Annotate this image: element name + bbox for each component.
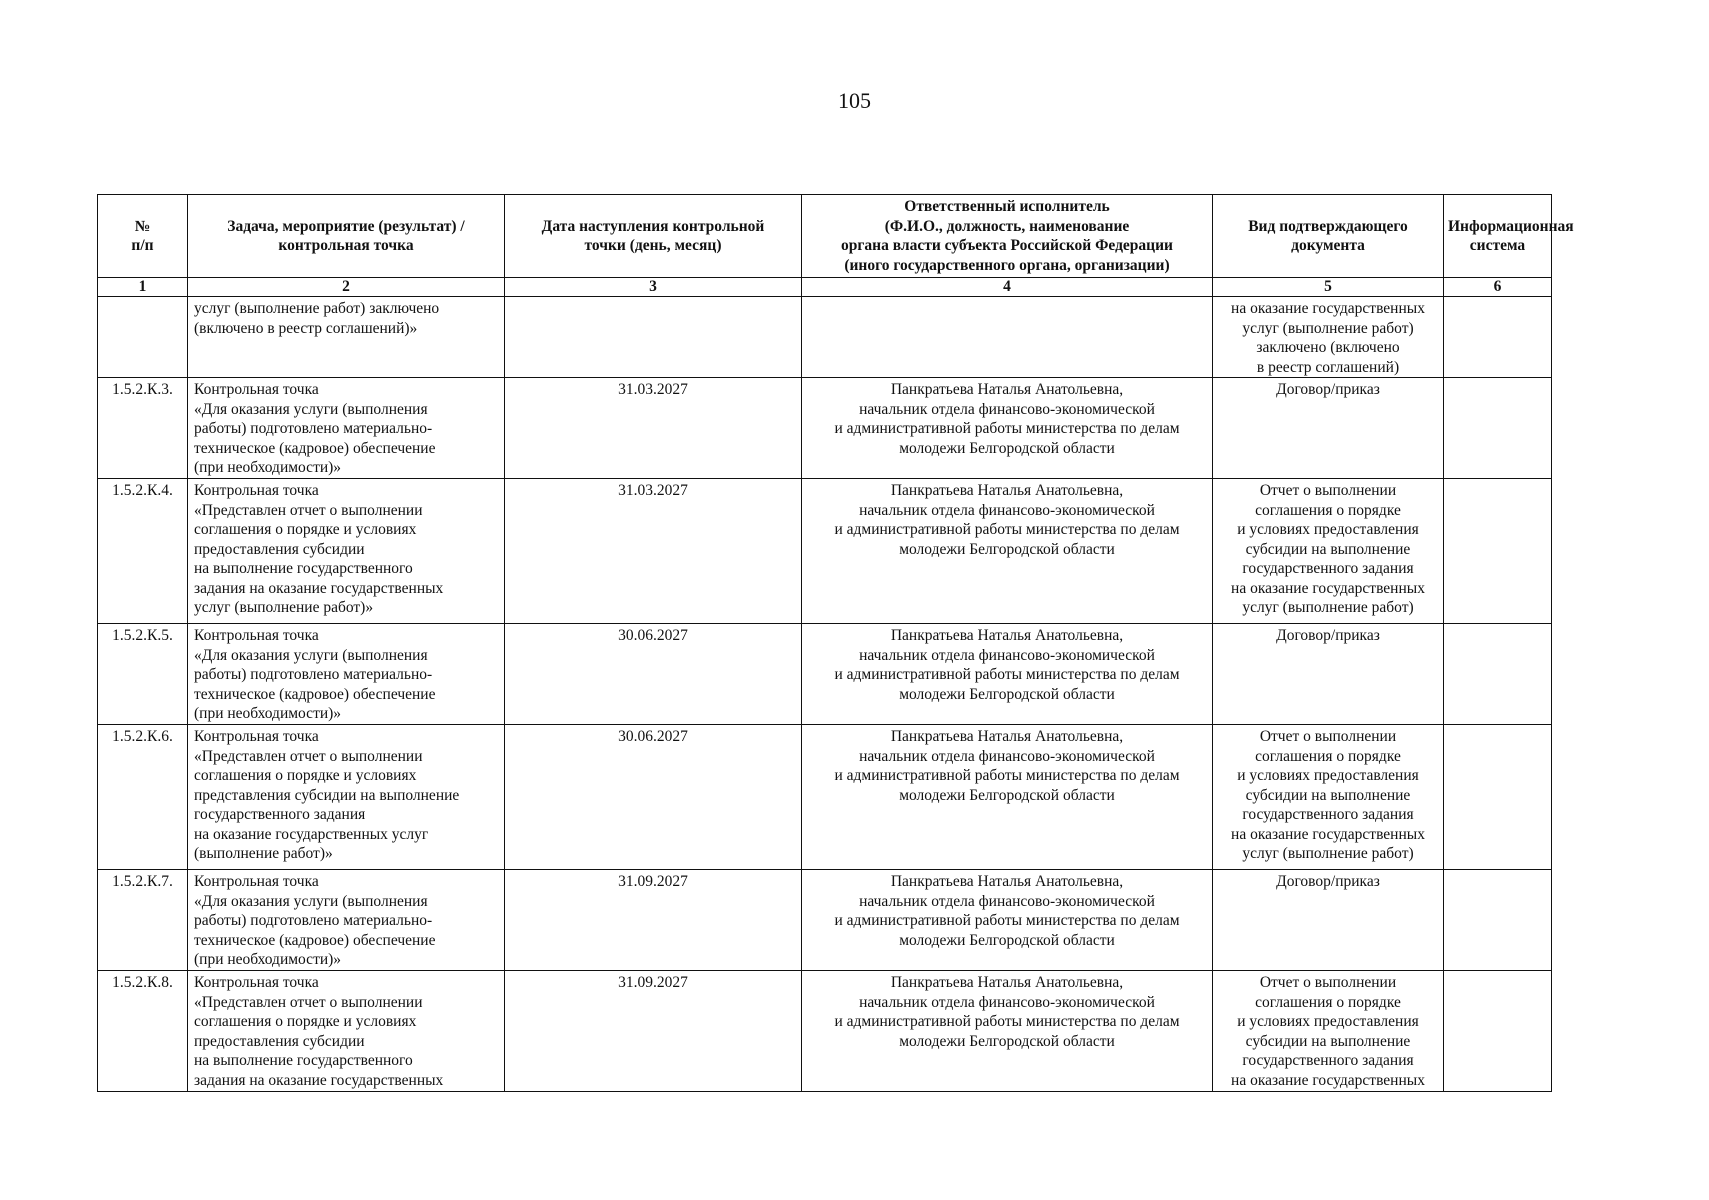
column-number: 3 (505, 278, 802, 297)
row-document: Отчет о выполнении соглашения о порядке и условиях предоставления субсидии на выполнение государственного задания на оказание государственных услуг (выполнение работ) (1213, 479, 1444, 624)
row-system (1444, 971, 1552, 1092)
header-executor: Ответственный исполнитель (Ф.И.О., должность, наименование органа власти субъекта Российской Федерации (иного государственного органа, организации) (802, 195, 1213, 278)
row-task: Контрольная точка «Для оказания услуги (выполнения работы) подготовлено материально- техническое (кадровое) обеспечение (при необходимости)» (188, 870, 505, 971)
row-date: 31.09.2027 (505, 971, 802, 1092)
row-number: 1.5.2.К.7. (98, 870, 188, 971)
row-document: Договор/приказ (1213, 378, 1444, 479)
continuation-row (98, 297, 1552, 378)
row-number: 1.5.2.К.3. (98, 378, 188, 479)
row-executor: Панкратьева Наталья Анатольевна, начальник отдела финансово-экономической и административной работы министерства по делам молодежи Белгородской области (802, 725, 1213, 870)
column-number: 2 (188, 278, 505, 297)
row-system (1444, 870, 1552, 971)
row-task: Контрольная точка «Представлен отчет о выполнении соглашения о порядке и условиях предоставления субсидии на выполнение государственного задания на оказание государственных услуг (выполнение работ)» (188, 479, 505, 624)
row-date: 31.03.2027 (505, 378, 802, 479)
row-number (98, 297, 188, 378)
row-number: 1.5.2.К.4. (98, 479, 188, 624)
row-executor: Панкратьева Наталья Анатольевна, начальник отдела финансово-экономической и административной работы министерства по делам молодежи Белгородской области (802, 624, 1213, 725)
row-number: 1.5.2.К.6. (98, 725, 188, 870)
header-task: Задача, мероприятие (результат) / контрольная точка (188, 195, 505, 278)
row-date: 31.03.2027 (505, 479, 802, 624)
row-task: Контрольная точка «Представлен отчет о выполнении соглашения о порядке и условиях представления субсидии на выполнение государственного задания на оказание государственных услуг (выполнение работ)» (188, 725, 505, 870)
column-number: 4 (802, 278, 1213, 297)
row-date: 30.06.2027 (505, 725, 802, 870)
column-number: 5 (1213, 278, 1444, 297)
row-number: 1.5.2.К.8. (98, 971, 188, 1092)
row-date: 31.09.2027 (505, 870, 802, 971)
header-date: Дата наступления контрольной точки (день, месяц) (505, 195, 802, 278)
row-document: Отчет о выполнении соглашения о порядке и условиях предоставления субсидии на выполнение государственного задания на оказание государственных (1213, 971, 1444, 1092)
column-number: 1 (98, 278, 188, 297)
row-system (1444, 624, 1552, 725)
control-points-table (97, 194, 1574, 1092)
row-executor: Панкратьева Наталья Анатольевна, начальник отдела финансово-экономической и административной работы министерства по делам молодежи Белгородской области (802, 870, 1213, 971)
header-row (98, 195, 1552, 278)
row-task: Контрольная точка «Для оказания услуги (выполнения работы) подготовлено материально- техническое (кадровое) обеспечение (при необходимости)» (188, 624, 505, 725)
row-system (1444, 378, 1552, 479)
row-document: Договор/приказ (1213, 870, 1444, 971)
header-system: Информационная система (1444, 195, 1552, 278)
table-row (98, 479, 1552, 624)
row-date: 30.06.2027 (505, 624, 802, 725)
row-executor: Панкратьева Наталья Анатольевна, начальник отдела финансово-экономической и административной работы министерства по делам молодежи Белгородской области (802, 479, 1213, 624)
column-number: 6 (1444, 278, 1552, 297)
row-task: Контрольная точка «Для оказания услуги (выполнения работы) подготовлено материально- техническое (кадровое) обеспечение (при необходимости)» (188, 378, 505, 479)
table-row (98, 971, 1552, 1092)
page-number: 105 (838, 88, 871, 113)
table-row (98, 378, 1552, 479)
row-document: Отчет о выполнении соглашения о порядке и условиях предоставления субсидии на выполнение государственного задания на оказание государственных услуг (выполнение работ) (1213, 725, 1444, 870)
row-system (1444, 297, 1552, 378)
column-number-row (98, 278, 1552, 297)
row-document: Договор/приказ (1213, 624, 1444, 725)
row-executor: Панкратьева Наталья Анатольевна, начальник отдела финансово-экономической и административной работы министерства по делам молодежи Белгородской области (802, 971, 1213, 1092)
row-system (1444, 479, 1552, 624)
row-task: Контрольная точка «Представлен отчет о выполнении соглашения о порядке и условиях предоставления субсидии на выполнение государственного задания на оказание государственных (188, 971, 505, 1092)
table-row (98, 870, 1552, 971)
table-row (98, 725, 1552, 870)
row-system (1444, 725, 1552, 870)
header-number: № п/п (98, 195, 188, 278)
row-date (505, 297, 802, 378)
row-executor: Панкратьева Наталья Анатольевна, начальник отдела финансово-экономической и административной работы министерства по делам молодежи Белгородской области (802, 378, 1213, 479)
table-row (98, 624, 1552, 725)
row-task: услуг (выполнение работ) заключено (включено в реестр соглашений)» (188, 297, 505, 378)
header-document: Вид подтверждающего документа (1213, 195, 1444, 278)
row-document: на оказание государственных услуг (выполнение работ) заключено (включено в реестр соглашений) (1213, 297, 1444, 378)
row-number: 1.5.2.К.5. (98, 624, 188, 725)
row-executor (802, 297, 1213, 378)
